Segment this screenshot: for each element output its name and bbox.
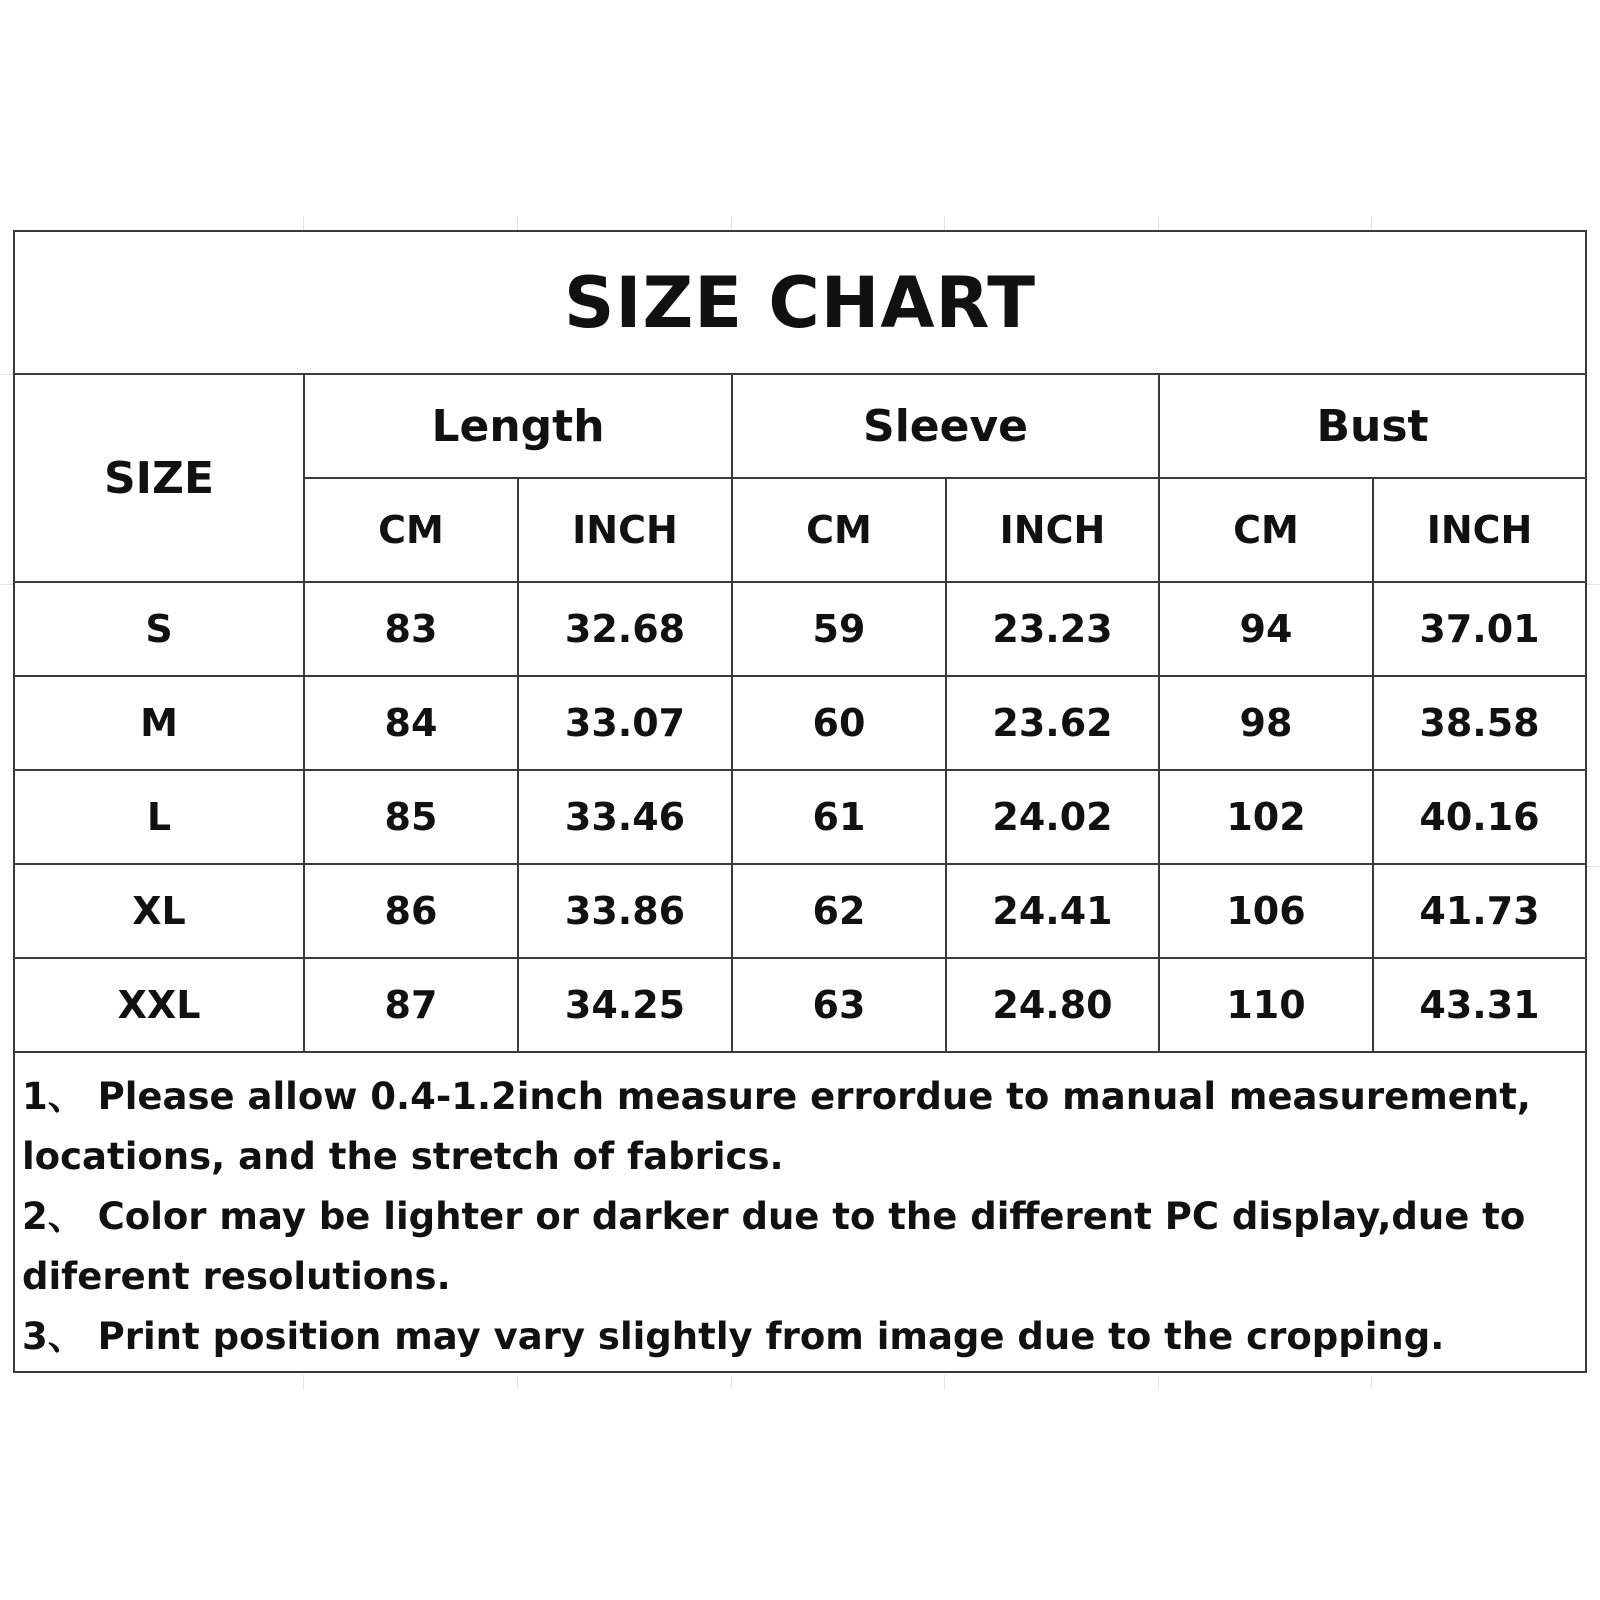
size-label: M (14, 676, 304, 770)
table-cell: 41.73 (1373, 864, 1586, 958)
group-header-bust: Bust (1159, 374, 1586, 478)
note-item: 1、 Please allow 0.4-1.2inch measure errordue to manual measurement, locations, and the stretch of fabrics. (22, 1075, 1531, 1178)
size-label: S (14, 582, 304, 676)
unit-header: CM (1159, 478, 1373, 582)
table-cell: 86 (304, 864, 518, 958)
note-item: 3、 Print position may vary slightly from image due to the cropping. (22, 1315, 1445, 1358)
table-row (14, 864, 1586, 958)
size-column-header: SIZE (14, 374, 304, 582)
chart-title: SIZE CHART (14, 231, 1586, 374)
table-cell: 32.68 (518, 582, 732, 676)
gridline-stub (517, 216, 518, 230)
table-cell: 110 (1159, 958, 1373, 1052)
table-cell: 59 (732, 582, 946, 676)
gridline-stub (1585, 866, 1600, 867)
table-cell: 24.80 (946, 958, 1159, 1052)
gridline-stub (517, 1375, 518, 1389)
table-cell: 34.25 (518, 958, 732, 1052)
notes-section (14, 1052, 1586, 1372)
unit-header: INCH (1373, 478, 1586, 582)
gridline-stub (731, 1375, 732, 1389)
table-cell: 33.86 (518, 864, 732, 958)
table-cell: 87 (304, 958, 518, 1052)
table-cell: 84 (304, 676, 518, 770)
table-row (14, 958, 1586, 1052)
size-label: XXL (14, 958, 304, 1052)
table-cell: 43.31 (1373, 958, 1586, 1052)
gridline-stub (1158, 1375, 1159, 1389)
gridline-stub (1371, 1375, 1372, 1389)
title-row (14, 231, 1586, 374)
group-header-sleeve: Sleeve (732, 374, 1159, 478)
unit-header: CM (304, 478, 518, 582)
table-cell: 102 (1159, 770, 1373, 864)
table-cell: 23.23 (946, 582, 1159, 676)
table-cell: 24.02 (946, 770, 1159, 864)
gridline-stub (1371, 216, 1372, 230)
table-cell: 23.62 (946, 676, 1159, 770)
size-chart-table (13, 230, 1587, 1373)
table-cell: 98 (1159, 676, 1373, 770)
gridline-stub (0, 374, 13, 375)
notes-row (14, 1052, 1586, 1372)
unit-header: INCH (518, 478, 732, 582)
group-header-row (14, 374, 1586, 478)
gridline-stub (944, 1375, 945, 1389)
table-cell: 40.16 (1373, 770, 1586, 864)
table-cell: 62 (732, 864, 946, 958)
unit-header: INCH (946, 478, 1159, 582)
group-header-length: Length (304, 374, 732, 478)
table-cell: 94 (1159, 582, 1373, 676)
table-cell: 61 (732, 770, 946, 864)
table-cell: 106 (1159, 864, 1373, 958)
gridline-stub (303, 216, 304, 230)
gridline-stub (1158, 216, 1159, 230)
gridline-stub (0, 584, 13, 585)
table-cell: 37.01 (1373, 582, 1586, 676)
note-item: 2、 Color may be lighter or darker due to the different PC display,due to diferent resolutions. (22, 1195, 1526, 1298)
table-cell: 24.41 (946, 864, 1159, 958)
table-cell: 38.58 (1373, 676, 1586, 770)
table-cell: 63 (732, 958, 946, 1052)
unit-header: CM (732, 478, 946, 582)
gridline-stub (303, 1375, 304, 1389)
gridline-stub (1585, 584, 1600, 585)
size-label: L (14, 770, 304, 864)
table-cell: 60 (732, 676, 946, 770)
table-cell: 33.46 (518, 770, 732, 864)
table-cell: 33.07 (518, 676, 732, 770)
table-row (14, 676, 1586, 770)
gridline-stub (731, 216, 732, 230)
table-row (14, 582, 1586, 676)
table-cell: 83 (304, 582, 518, 676)
table-cell: 85 (304, 770, 518, 864)
table-row (14, 770, 1586, 864)
gridline-stub (944, 216, 945, 230)
size-label: XL (14, 864, 304, 958)
